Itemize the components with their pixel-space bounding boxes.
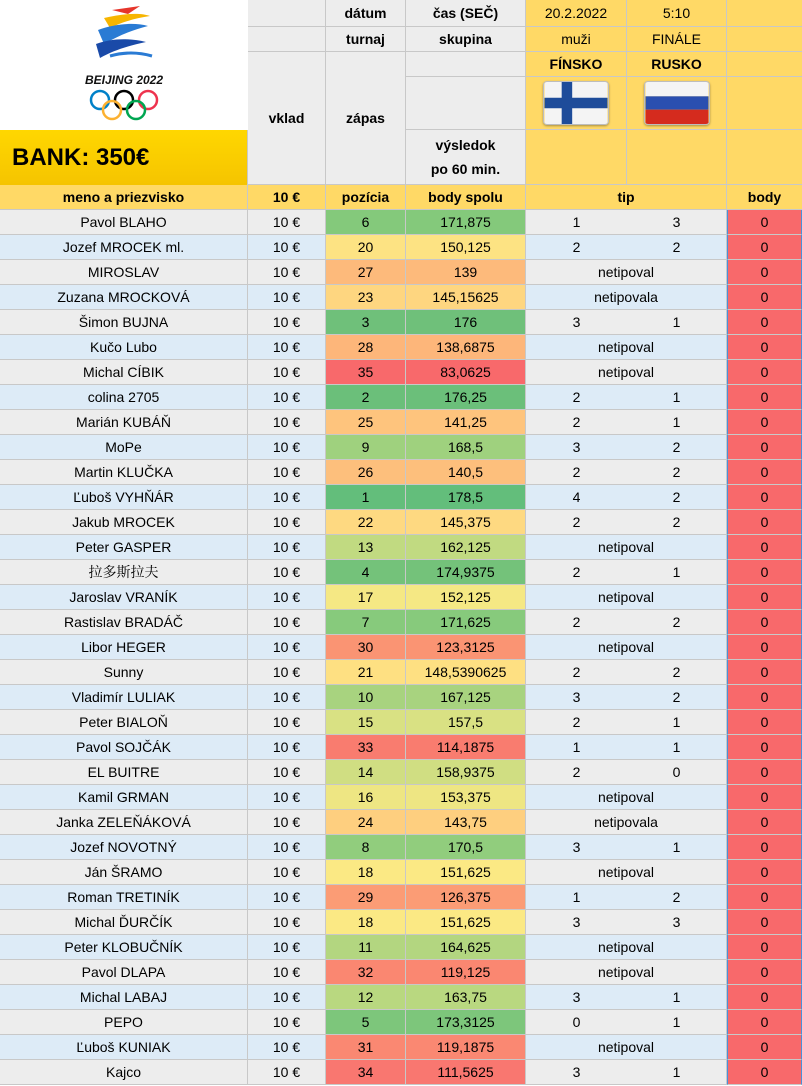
player-match-points: 0 bbox=[727, 560, 802, 585]
player-stake: 10 € bbox=[248, 910, 326, 935]
player-tip-away: 1 bbox=[627, 1010, 727, 1035]
player-name: MoPe bbox=[0, 435, 248, 460]
player-tip-away: 1 bbox=[627, 310, 727, 335]
player-name: Vladimír LULIAK bbox=[0, 685, 248, 710]
header-vysledok-label bbox=[406, 130, 526, 185]
player-tip-away: 3 bbox=[627, 910, 727, 935]
player-match-points: 0 bbox=[727, 360, 802, 385]
header-empty-6 bbox=[406, 77, 526, 130]
player-total-points: 151,625 bbox=[406, 910, 526, 935]
player-position: 9 bbox=[326, 435, 406, 460]
tournament-value: muži bbox=[526, 27, 627, 52]
player-position: 35 bbox=[326, 360, 406, 385]
player-stake: 10 € bbox=[248, 935, 326, 960]
player-name: Šimon BUJNA bbox=[0, 310, 248, 335]
match-time: 5:10 bbox=[627, 0, 727, 27]
player-name: Ľuboš VYHŇÁR bbox=[0, 485, 248, 510]
player-tip-home: 3 bbox=[526, 310, 627, 335]
header-turnaj-label: turnaj bbox=[326, 27, 406, 52]
column-header-vklad: 10 € bbox=[248, 185, 326, 210]
player-tip-home: 0 bbox=[526, 1010, 627, 1035]
player-stake: 10 € bbox=[248, 735, 326, 760]
header-empty-7 bbox=[727, 52, 802, 77]
player-tip-away: 1 bbox=[627, 410, 727, 435]
team-away-name: RUSKO bbox=[627, 52, 727, 77]
player-stake: 10 € bbox=[248, 560, 326, 585]
player-name: 拉多斯拉夫 bbox=[0, 560, 248, 585]
player-tip-none: netipovala bbox=[526, 285, 727, 310]
player-tip-away: 1 bbox=[627, 1060, 727, 1085]
player-stake: 10 € bbox=[248, 485, 326, 510]
player-position: 13 bbox=[326, 535, 406, 560]
player-position: 28 bbox=[326, 335, 406, 360]
player-total-points: 176 bbox=[406, 310, 526, 335]
player-stake: 10 € bbox=[248, 835, 326, 860]
player-name: Jozef NOVOTNÝ bbox=[0, 835, 248, 860]
player-total-points: 164,625 bbox=[406, 935, 526, 960]
header-empty-9 bbox=[727, 130, 802, 185]
player-name: Kamil GRMAN bbox=[0, 785, 248, 810]
column-header-pozicia: pozícia bbox=[326, 185, 406, 210]
player-position: 11 bbox=[326, 935, 406, 960]
player-total-points: 150,125 bbox=[406, 235, 526, 260]
player-tip-none: netipoval bbox=[526, 785, 727, 810]
player-match-points: 0 bbox=[727, 985, 802, 1010]
player-match-points: 0 bbox=[727, 235, 802, 260]
team-home-name: FÍNSKO bbox=[526, 52, 627, 77]
score-away-cell bbox=[627, 130, 727, 185]
player-stake: 10 € bbox=[248, 435, 326, 460]
player-total-points: 148,5390625 bbox=[406, 660, 526, 685]
player-match-points: 0 bbox=[727, 385, 802, 410]
player-stake: 10 € bbox=[248, 610, 326, 635]
player-total-points: 139 bbox=[406, 260, 526, 285]
player-tip-away: 2 bbox=[627, 610, 727, 635]
player-total-points: 152,125 bbox=[406, 585, 526, 610]
player-tip-home: 3 bbox=[526, 435, 627, 460]
player-tip-none: netipoval bbox=[526, 935, 727, 960]
player-tip-home: 2 bbox=[526, 410, 627, 435]
player-tip-away: 2 bbox=[627, 460, 727, 485]
player-tip-away: 0 bbox=[627, 760, 727, 785]
player-position: 6 bbox=[326, 210, 406, 235]
player-name: Zuzana MROCKOVÁ bbox=[0, 285, 248, 310]
player-name: Sunny bbox=[0, 660, 248, 685]
player-match-points: 0 bbox=[727, 285, 802, 310]
player-stake: 10 € bbox=[248, 1035, 326, 1060]
player-match-points: 0 bbox=[727, 460, 802, 485]
player-tip-away: 2 bbox=[627, 660, 727, 685]
player-name: Pavol DLAPA bbox=[0, 960, 248, 985]
player-name: Peter KLOBUČNÍK bbox=[0, 935, 248, 960]
player-total-points: 145,375 bbox=[406, 510, 526, 535]
player-position: 24 bbox=[326, 810, 406, 835]
player-total-points: 111,5625 bbox=[406, 1060, 526, 1085]
player-position: 22 bbox=[326, 510, 406, 535]
team-home-flag-cell bbox=[526, 77, 627, 130]
player-match-points: 0 bbox=[727, 535, 802, 560]
player-stake: 10 € bbox=[248, 410, 326, 435]
player-name: Peter GASPER bbox=[0, 535, 248, 560]
player-name: Jozef MROCEK ml. bbox=[0, 235, 248, 260]
header-empty-3 bbox=[248, 27, 326, 52]
player-stake: 10 € bbox=[248, 960, 326, 985]
player-tip-home: 2 bbox=[526, 660, 627, 685]
player-tip-none: netipovala bbox=[526, 810, 727, 835]
player-tip-none: netipoval bbox=[526, 535, 727, 560]
header-empty-2 bbox=[727, 0, 802, 27]
player-name: EL BUITRE bbox=[0, 760, 248, 785]
player-stake: 10 € bbox=[248, 335, 326, 360]
player-name: Jakub MROCEK bbox=[0, 510, 248, 535]
player-total-points: 174,9375 bbox=[406, 560, 526, 585]
player-tip-home: 2 bbox=[526, 460, 627, 485]
player-tip-none: netipoval bbox=[526, 360, 727, 385]
player-stake: 10 € bbox=[248, 885, 326, 910]
player-position: 1 bbox=[326, 485, 406, 510]
player-match-points: 0 bbox=[727, 785, 802, 810]
player-name: Janka ZELEŇÁKOVÁ bbox=[0, 810, 248, 835]
team-away-flag-cell bbox=[627, 77, 727, 130]
player-position: 34 bbox=[326, 1060, 406, 1085]
player-match-points: 0 bbox=[727, 585, 802, 610]
player-position: 5 bbox=[326, 1010, 406, 1035]
player-total-points: 170,5 bbox=[406, 835, 526, 860]
player-total-points: 153,375 bbox=[406, 785, 526, 810]
player-tip-away: 2 bbox=[627, 235, 727, 260]
player-match-points: 0 bbox=[727, 260, 802, 285]
player-match-points: 0 bbox=[727, 335, 802, 360]
player-position: 8 bbox=[326, 835, 406, 860]
player-tip-home: 2 bbox=[526, 760, 627, 785]
player-total-points: 140,5 bbox=[406, 460, 526, 485]
player-total-points: 158,9375 bbox=[406, 760, 526, 785]
player-match-points: 0 bbox=[727, 885, 802, 910]
player-position: 3 bbox=[326, 310, 406, 335]
player-position: 18 bbox=[326, 910, 406, 935]
header-empty-4 bbox=[727, 27, 802, 52]
player-total-points: 168,5 bbox=[406, 435, 526, 460]
player-match-points: 0 bbox=[727, 510, 802, 535]
player-name: Michal LABAJ bbox=[0, 985, 248, 1010]
player-stake: 10 € bbox=[248, 985, 326, 1010]
player-name: PEPO bbox=[0, 1010, 248, 1035]
player-tip-away: 2 bbox=[627, 885, 727, 910]
player-name: Pavol SOJČÁK bbox=[0, 735, 248, 760]
player-stake: 10 € bbox=[248, 635, 326, 660]
player-match-points: 0 bbox=[727, 960, 802, 985]
player-total-points: 141,25 bbox=[406, 410, 526, 435]
player-match-points: 0 bbox=[727, 760, 802, 785]
player-total-points: 163,75 bbox=[406, 985, 526, 1010]
player-tip-away: 1 bbox=[627, 560, 727, 585]
player-position: 14 bbox=[326, 760, 406, 785]
player-stake: 10 € bbox=[248, 235, 326, 260]
player-stake: 10 € bbox=[248, 810, 326, 835]
column-header-name: meno a priezvisko bbox=[0, 185, 248, 210]
player-stake: 10 € bbox=[248, 260, 326, 285]
player-stake: 10 € bbox=[248, 285, 326, 310]
player-match-points: 0 bbox=[727, 710, 802, 735]
player-match-points: 0 bbox=[727, 660, 802, 685]
player-stake: 10 € bbox=[248, 460, 326, 485]
player-name: Marián KUBÁŇ bbox=[0, 410, 248, 435]
player-stake: 10 € bbox=[248, 1060, 326, 1085]
player-total-points: 171,875 bbox=[406, 210, 526, 235]
score-home-cell bbox=[526, 130, 627, 185]
player-match-points: 0 bbox=[727, 735, 802, 760]
player-total-points: 178,5 bbox=[406, 485, 526, 510]
player-total-points: 138,6875 bbox=[406, 335, 526, 360]
player-tip-none: netipoval bbox=[526, 635, 727, 660]
player-name: Kajco bbox=[0, 1060, 248, 1085]
player-tip-home: 2 bbox=[526, 235, 627, 260]
player-total-points: 143,75 bbox=[406, 810, 526, 835]
player-total-points: 151,625 bbox=[406, 860, 526, 885]
player-match-points: 0 bbox=[727, 485, 802, 510]
player-position: 10 bbox=[326, 685, 406, 710]
player-tip-none: netipoval bbox=[526, 585, 727, 610]
player-position: 12 bbox=[326, 985, 406, 1010]
player-position: 30 bbox=[326, 635, 406, 660]
player-match-points: 0 bbox=[727, 835, 802, 860]
header-skupina-label: skupina bbox=[406, 27, 526, 52]
header-vklad-label: vklad bbox=[248, 52, 326, 185]
player-name: Peter BIALOŇ bbox=[0, 710, 248, 735]
player-tip-away: 2 bbox=[627, 685, 727, 710]
player-tip-home: 3 bbox=[526, 835, 627, 860]
player-position: 23 bbox=[326, 285, 406, 310]
player-match-points: 0 bbox=[727, 1060, 802, 1085]
player-tip-away: 1 bbox=[627, 710, 727, 735]
player-tip-home: 3 bbox=[526, 685, 627, 710]
player-stake: 10 € bbox=[248, 710, 326, 735]
player-tip-none: netipoval bbox=[526, 960, 727, 985]
player-stake: 10 € bbox=[248, 360, 326, 385]
player-stake: 10 € bbox=[248, 760, 326, 785]
player-tip-home: 3 bbox=[526, 910, 627, 935]
vysledok-line-1: výsledok bbox=[435, 137, 496, 153]
player-stake: 10 € bbox=[248, 1010, 326, 1035]
player-position: 26 bbox=[326, 460, 406, 485]
player-total-points: 126,375 bbox=[406, 885, 526, 910]
group-value: FINÁLE bbox=[627, 27, 727, 52]
player-tip-away: 1 bbox=[627, 835, 727, 860]
player-name: Rastislav BRADÁČ bbox=[0, 610, 248, 635]
player-tip-home: 2 bbox=[526, 610, 627, 635]
player-match-points: 0 bbox=[727, 910, 802, 935]
player-name: Kučo Lubo bbox=[0, 335, 248, 360]
player-name: Ján ŠRAMO bbox=[0, 860, 248, 885]
player-tip-none: netipoval bbox=[526, 335, 727, 360]
player-tip-home: 3 bbox=[526, 1060, 627, 1085]
player-name: colina 2705 bbox=[0, 385, 248, 410]
player-tip-away: 2 bbox=[627, 485, 727, 510]
player-total-points: 123,3125 bbox=[406, 635, 526, 660]
header-empty-5 bbox=[406, 52, 526, 77]
player-total-points: 167,125 bbox=[406, 685, 526, 710]
player-tip-away: 1 bbox=[627, 735, 727, 760]
player-tip-none: netipoval bbox=[526, 1035, 727, 1060]
player-match-points: 0 bbox=[727, 435, 802, 460]
player-match-points: 0 bbox=[727, 860, 802, 885]
player-position: 7 bbox=[326, 610, 406, 635]
player-position: 27 bbox=[326, 260, 406, 285]
player-tip-none: netipoval bbox=[526, 260, 727, 285]
header-cas-label: čas (SEČ) bbox=[406, 0, 526, 27]
player-name: Michal ĎURČÍK bbox=[0, 910, 248, 935]
player-position: 31 bbox=[326, 1035, 406, 1060]
player-match-points: 0 bbox=[727, 210, 802, 235]
player-total-points: 171,625 bbox=[406, 610, 526, 635]
player-match-points: 0 bbox=[727, 810, 802, 835]
beijing-2022-olympic-logo bbox=[0, 0, 248, 130]
player-match-points: 0 bbox=[727, 635, 802, 660]
header-datum-label: dátum bbox=[326, 0, 406, 27]
player-total-points: 114,1875 bbox=[406, 735, 526, 760]
player-tip-away: 1 bbox=[627, 985, 727, 1010]
olympic-logo-area bbox=[0, 0, 249, 130]
header-empty-1 bbox=[248, 0, 326, 27]
bank-total: BANK: 350€ bbox=[0, 130, 248, 185]
player-tip-home: 2 bbox=[526, 385, 627, 410]
player-position: 16 bbox=[326, 785, 406, 810]
player-tip-home: 2 bbox=[526, 710, 627, 735]
player-stake: 10 € bbox=[248, 310, 326, 335]
player-tip-home: 2 bbox=[526, 510, 627, 535]
player-tip-home: 3 bbox=[526, 985, 627, 1010]
player-total-points: 83,0625 bbox=[406, 360, 526, 385]
player-stake: 10 € bbox=[248, 660, 326, 685]
player-total-points: 157,5 bbox=[406, 710, 526, 735]
column-header-body: body bbox=[727, 185, 802, 210]
player-name: Roman TRETINÍK bbox=[0, 885, 248, 910]
player-name: Pavol BLAHO bbox=[0, 210, 248, 235]
player-stake: 10 € bbox=[248, 785, 326, 810]
player-tip-away: 3 bbox=[627, 210, 727, 235]
player-position: 25 bbox=[326, 410, 406, 435]
player-name: Ľuboš KUNIAK bbox=[0, 1035, 248, 1060]
player-position: 33 bbox=[326, 735, 406, 760]
finland-flag-icon bbox=[543, 81, 609, 125]
player-name: Libor HEGER bbox=[0, 635, 248, 660]
player-stake: 10 € bbox=[248, 860, 326, 885]
player-tip-none: netipoval bbox=[526, 860, 727, 885]
player-position: 15 bbox=[326, 710, 406, 735]
player-tip-away: 1 bbox=[627, 385, 727, 410]
player-position: 4 bbox=[326, 560, 406, 585]
player-match-points: 0 bbox=[727, 310, 802, 335]
player-match-points: 0 bbox=[727, 1035, 802, 1060]
match-date: 20.2.2022 bbox=[526, 0, 627, 27]
header-empty-8 bbox=[727, 77, 802, 130]
player-match-points: 0 bbox=[727, 1010, 802, 1035]
header-zapas-label: zápas bbox=[326, 52, 406, 185]
player-stake: 10 € bbox=[248, 685, 326, 710]
player-tip-home: 4 bbox=[526, 485, 627, 510]
player-tip-home: 1 bbox=[526, 885, 627, 910]
player-total-points: 145,15625 bbox=[406, 285, 526, 310]
player-stake: 10 € bbox=[248, 585, 326, 610]
player-stake: 10 € bbox=[248, 210, 326, 235]
player-tip-away: 2 bbox=[627, 435, 727, 460]
player-total-points: 173,3125 bbox=[406, 1010, 526, 1035]
player-tip-home: 2 bbox=[526, 560, 627, 585]
player-match-points: 0 bbox=[727, 685, 802, 710]
player-position: 29 bbox=[326, 885, 406, 910]
player-match-points: 0 bbox=[727, 610, 802, 635]
player-name: Jaroslav VRANÍK bbox=[0, 585, 248, 610]
player-position: 32 bbox=[326, 960, 406, 985]
player-total-points: 119,125 bbox=[406, 960, 526, 985]
svg-text:BEIJING 2022: BEIJING 2022 bbox=[84, 73, 164, 87]
column-header-tip: tip bbox=[526, 185, 727, 210]
player-match-points: 0 bbox=[727, 935, 802, 960]
player-position: 20 bbox=[326, 235, 406, 260]
russia-flag-icon bbox=[644, 81, 710, 125]
player-name: Martin KLUČKA bbox=[0, 460, 248, 485]
player-total-points: 162,125 bbox=[406, 535, 526, 560]
player-position: 2 bbox=[326, 385, 406, 410]
player-name: MIROSLAV bbox=[0, 260, 248, 285]
player-position: 21 bbox=[326, 660, 406, 685]
player-match-points: 0 bbox=[727, 410, 802, 435]
player-tip-home: 1 bbox=[526, 735, 627, 760]
player-total-points: 176,25 bbox=[406, 385, 526, 410]
player-position: 17 bbox=[326, 585, 406, 610]
player-stake: 10 € bbox=[248, 535, 326, 560]
column-header-body-spolu: body spolu bbox=[406, 185, 526, 210]
player-total-points: 119,1875 bbox=[406, 1035, 526, 1060]
player-tip-home: 1 bbox=[526, 210, 627, 235]
player-tip-away: 2 bbox=[627, 510, 727, 535]
player-name: Michal CÍBIK bbox=[0, 360, 248, 385]
vysledok-line-2: po 60 min. bbox=[430, 161, 501, 177]
player-stake: 10 € bbox=[248, 510, 326, 535]
player-stake: 10 € bbox=[248, 385, 326, 410]
player-position: 18 bbox=[326, 860, 406, 885]
